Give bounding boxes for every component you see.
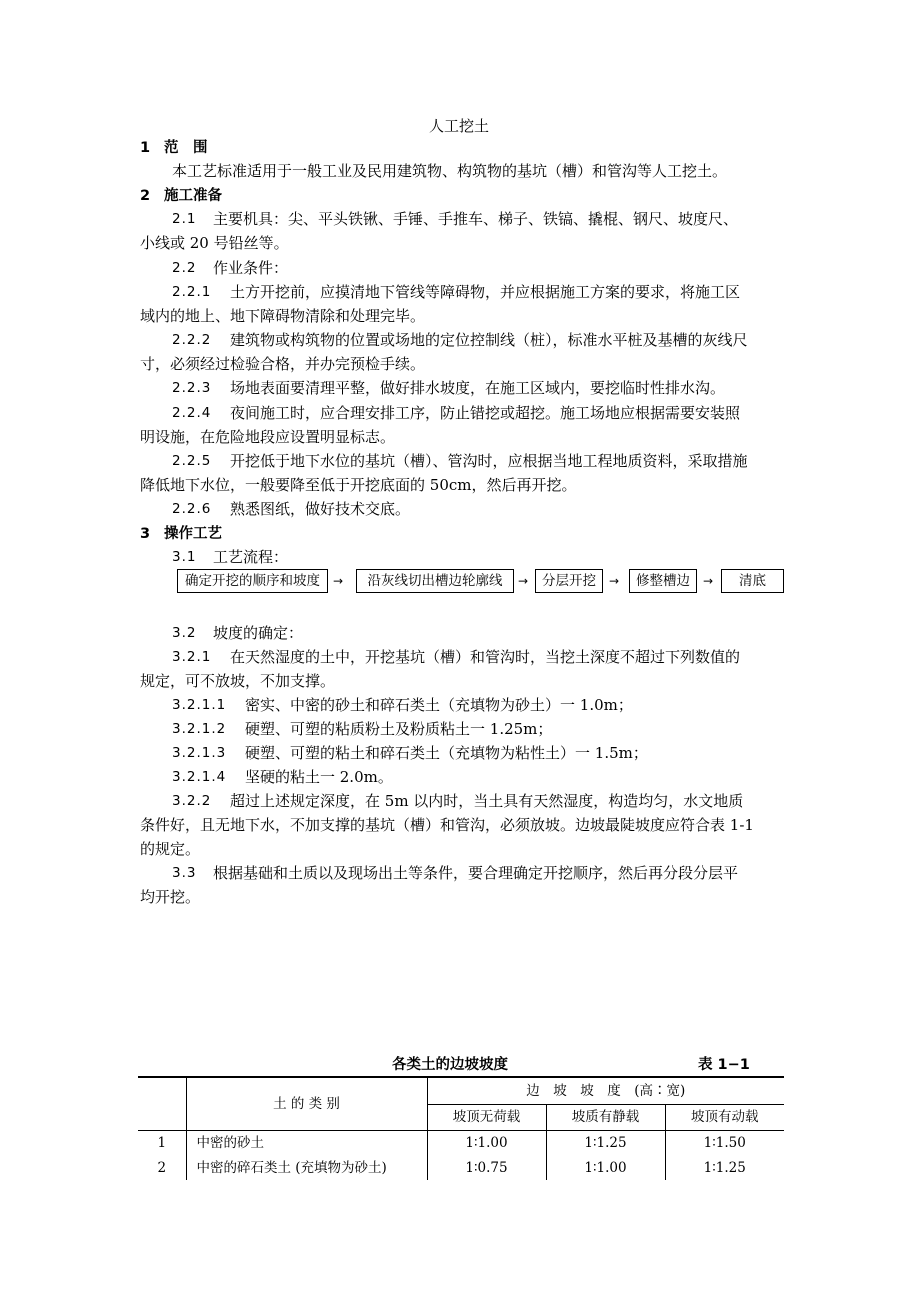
para-3-2-2-number: 3.2.2 [172, 793, 212, 809]
para-2-2-3-text: 场地表面要清理平整，做好排水坡度，在施工区域内，要挖临时性排水沟。 [230, 379, 726, 397]
para-3-2-1-3-text: 硬塑、可塑的粘土和碎石类土（充填物为粘性土）一 1.5m； [245, 744, 648, 762]
para-3-2-1-2-text: 硬塑、可塑的粘质粉土及粉质粘土一 1.25m； [245, 720, 553, 738]
flow-step-4: 修整槽边 [629, 569, 697, 593]
para-2-2-1-line2: 域内的地上、地下障碍物清除和处理完毕。 [140, 307, 426, 325]
flow-arrow-2: → [518, 574, 529, 588]
para-2-2-6-text: 熟悉图纸，做好技术交底。 [230, 500, 411, 518]
para-3-2-number: 3.2 [172, 625, 197, 641]
para-2-2-text: 作业条件： [213, 259, 289, 277]
table-header-slope: 边 坡 坡 度 (高∶宽) [427, 1077, 784, 1104]
para-2-1-number: 2.1 [172, 211, 197, 227]
para-3-2-1-line2: 规定，可不放坡，不加支撑。 [140, 672, 336, 690]
para-2-2-5-line1: 开挖低于地下水位的基坑（槽）、管沟时，应根据当地工程地质资料，采取措施 [230, 452, 748, 470]
table-header-index [138, 1077, 186, 1130]
para-3-2-1-3-number: 3.2.1.3 [172, 745, 227, 761]
para-3-2-1-4-number: 3.2.1.4 [172, 769, 227, 785]
para-3-2-2-line1: 超过上述规定深度，在 5m 以内时，当土具有天然湿度，构造均匀，水文地质 [230, 792, 744, 810]
row-value-2: 1∶1.25 [546, 1130, 665, 1156]
table-header-col-1: 坡顶无荷载 [427, 1104, 546, 1130]
table-header-soil-type: 土 的 类 别 [186, 1077, 427, 1130]
flow-arrow-1: → [333, 574, 344, 588]
page-title: 人工挖土 [429, 117, 490, 135]
flow-step-3: 分层开挖 [535, 569, 603, 593]
para-2-2-6-number: 2.2.6 [172, 501, 212, 517]
section-3-title: 操作工艺 [164, 526, 222, 542]
para-3-2-1-number: 3.2.1 [172, 649, 212, 665]
para-3-2-1-1-text: 密实、中密的砂土和碎石类土（充填物为砂土）一 1.0m； [245, 696, 633, 714]
table-row [138, 1130, 784, 1156]
para-3-2-1-2-number: 3.2.1.2 [172, 721, 227, 737]
para-3-3-number: 3.3 [172, 865, 197, 881]
para-2-2-5-line2: 降低地下水位，一般要降至低于开挖底面的 50cm，然后再开挖。 [140, 476, 577, 494]
table-header-col-3: 坡顶有动载 [665, 1104, 784, 1130]
flow-step-5: 清底 [721, 569, 784, 593]
table-row [138, 1156, 784, 1180]
para-3-2-2-line2: 条件好，且无地下水，不加支撑的基坑（槽）和管沟，必须放坡。边坡最陡坡度应符合表 1-1 [140, 816, 754, 834]
table-caption: 各类土的边坡坡度 [392, 1057, 508, 1073]
flow-arrow-3: → [609, 574, 620, 588]
para-3-2-text: 坡度的确定： [213, 624, 304, 642]
section-1-title: 范 围 [164, 140, 208, 156]
para-3-3-line2: 均开挖。 [140, 888, 201, 906]
slope-table [138, 1076, 784, 1180]
flow-step-1: 确定开挖的顺序和坡度 [177, 569, 328, 593]
para-2-2-5-number: 2.2.5 [172, 453, 212, 469]
para-2-2-4-number: 2.2.4 [172, 405, 212, 421]
section-3-number: 3 [140, 526, 151, 542]
para-3-2-2-line3: 的规定。 [140, 840, 201, 858]
row-value-3: 1∶1.50 [703, 1135, 746, 1152]
row-value-1: 1∶0.75 [427, 1156, 546, 1180]
row-soil: 中密的碎石类土 (充填物为砂土) [186, 1156, 427, 1180]
para-2-2-2-number: 2.2.2 [172, 332, 212, 348]
row-value-2: 1∶1.00 [546, 1156, 665, 1180]
section-1-number: 1 [140, 140, 151, 156]
row-value-3: 1∶1.25 [703, 1160, 746, 1176]
row-number: 2 [138, 1156, 186, 1180]
para-2-2-4-line1: 夜间施工时，应合理安排工序，防止错挖或超挖。施工场地应根据需要安装照 [230, 404, 741, 422]
para-2-1-line2: 小线或 20 号铅丝等。 [140, 234, 289, 252]
para-3-1-text: 工艺流程： [213, 548, 289, 566]
row-value-1: 1∶1.00 [427, 1130, 546, 1156]
table-id: 表 1−1 [698, 1057, 750, 1073]
section-2-title: 施工准备 [164, 188, 222, 204]
para-3-2-1-line1: 在天然湿度的土中，开挖基坑（槽）和管沟时，当挖土深度不超过下列数值的 [230, 648, 741, 666]
para-2-2-number: 2.2 [172, 260, 197, 276]
section-1-text: 本工艺标准适用于一般工业及民用建筑物、构筑物的基坑（槽）和管沟等人工挖土。 [172, 162, 728, 180]
table-header-col-2: 坡质有静载 [546, 1104, 665, 1130]
para-2-2-1-number: 2.2.1 [172, 284, 212, 300]
para-2-2-3-number: 2.2.3 [172, 380, 212, 396]
para-2-2-2-line1: 建筑物或构筑物的位置或场地的定位控制线（桩），标准水平桩及基槽的灰线尺 [230, 331, 748, 349]
row-number: 1 [138, 1130, 186, 1156]
row-soil: 中密的砂土 [186, 1130, 427, 1156]
para-3-3-line1: 根据基础和土质以及现场出土等条件，要合理确定开挖顺序，然后再分段分层平 [213, 864, 739, 882]
para-2-2-1-line1: 土方开挖前，应摸清地下管线等障碍物，并应根据施工方案的要求，将施工区 [230, 283, 741, 301]
para-2-2-4-line2: 明设施，在危险地段应设置明显标志。 [140, 428, 396, 446]
para-2-2-2-line2: 寸，必须经过检验合格，并办完预检手续。 [140, 355, 426, 373]
flow-arrow-4: → [703, 574, 714, 588]
flow-step-2: 沿灰线切出槽边轮廓线 [356, 569, 514, 593]
para-3-2-1-4-text: 坚硬的粘土一 2.0m。 [245, 768, 393, 786]
para-3-1-number: 3.1 [172, 549, 197, 565]
para-3-2-1-1-number: 3.2.1.1 [172, 697, 227, 713]
para-2-1-line1: 主要机具：尖、平头铁锹、手锤、手推车、梯子、铁镐、撬棍、钢尺、坡度尺、 [213, 210, 739, 228]
section-2-number: 2 [140, 188, 151, 204]
